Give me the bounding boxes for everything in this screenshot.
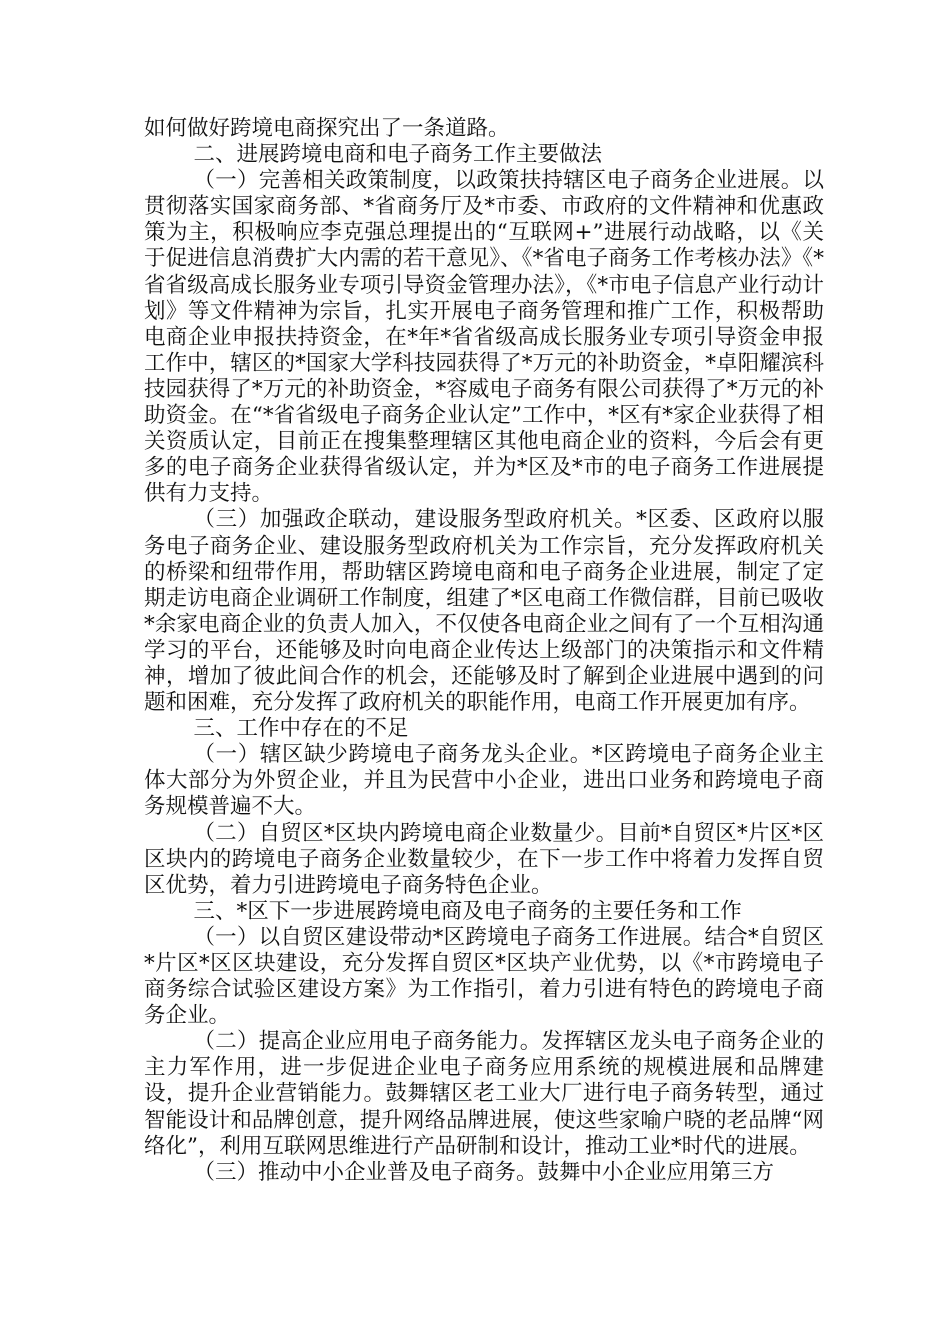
paragraph-4-1: （一）以自贸区建设带动*区跨境电子商务工作进展。结合*自贸区*片区*区区块建设，充分发挥自贸区*区块产业优势，以《*市跨境电子商务综合试验区建设方案》为工作指引，着力引进有特色的跨境电子商务企业。 [144,924,824,1029]
paragraph-4-3: （三）推动中小企业普及电子商务。鼓舞中小企业应用第三方 [193,1159,774,1185]
paragraph-2-3: （三）加强政企联动，建设服务型政府机关。*区委、区政府以服务电子商务企业、建设服务型政府机关为工作宗旨，充分发挥政府机关的桥梁和纽带作用，帮助辖区跨境电商和电子商务企业进展，制定了定期走访电商企业调研工作制度，组建了*区电商工作微信群，目前已吸收*余家电商企业的负责人加入，不仅使各电商企业之间有了一个互相沟通学习的平台，还能够及时向电商企业传达上级部门的决策指示和文件精神，增加了彼此间合作的机会，还能够及时了解到企业进展中遇到的问题和困难，充分发挥了政府机关的职能作用，电商工作开展更加有序。 [144,507,824,716]
paragraph-2-1: （一）完善相关政策制度，以政策扶持辖区电子商务企业进展。以贯彻落实国家商务部、*省商务厅及*市委、市政府的文件精神和优惠政策为主，积极响应李克强总理提出的“互联网+”进展行动战略，以《关于促进信息消费扩大内需的若干意见》、《*省电子商务工作考核办法》《*省省级高成长服务业专项引导资金管理办法》，《*市电子信息产业行动计划》等文件精神为宗旨，扎实开展电子商务管理和推广工作，积极帮助电商企业申报扶持资金，在*年*省省级高成长服务业专项引导资金申报工作中，辖区的*国家大学科技园获得了*万元的补助资金，*卓阳耀滨科技园获得了*万元的补助资金，*容威电子商务有限公司获得了*万元的补助资金。在“*省省级电子商务企业认定”工作中，*区有*家企业获得了相关资质认定，目前正在搜集整理辖区其他电商企业的资料，今后会有更多的电子商务企业获得省级认定，并为*区及*市的电子商务工作进展提供有力支持。 [144,168,824,507]
paragraph-intro-tail: 如何做好跨境电商探究出了一条道路。 [144,116,510,141]
paragraph-3-2: （二）自贸区*区块内跨境电商企业数量少。目前*自贸区*片区*区区块内的跨境电子商务企业数量较少，在下一步工作中将着力发挥自贸区优势，着力引进跨境电子商务特色企业。 [144,820,824,898]
paragraph-4-2: （二）提高企业应用电子商务能力。发挥辖区龙头电子商务企业的主力军作用，进一步促进企业电子商务应用系统的规模进展和品牌建设，提升企业营销能力。鼓舞辖区老工业大厂进行电子商务转型，通过智能设计和品牌创意，提升网络品牌进展，使这些家喻户晓的老品牌“网络化”，利用互联网思维进行产品研制和设计，推动工业*时代的进展。 [144,1029,824,1159]
section-heading-3: 三、工作中存在的不足 [193,716,409,742]
section-heading-2: 二、进展跨境电商和电子商务工作主要做法 [193,142,602,168]
paragraph-3-1: （一）辖区缺少跨境电子商务龙头企业。*区跨境电子商务企业主体大部分为外贸企业，并且为民营中小企业，进出口业务和跨境电子商务规模普遍不大。 [144,742,824,820]
section-heading-4: 三、*区下一步进展跨境电商及电子商务的主要任务和工作 [193,898,742,924]
document-page [144,116,824,1186]
